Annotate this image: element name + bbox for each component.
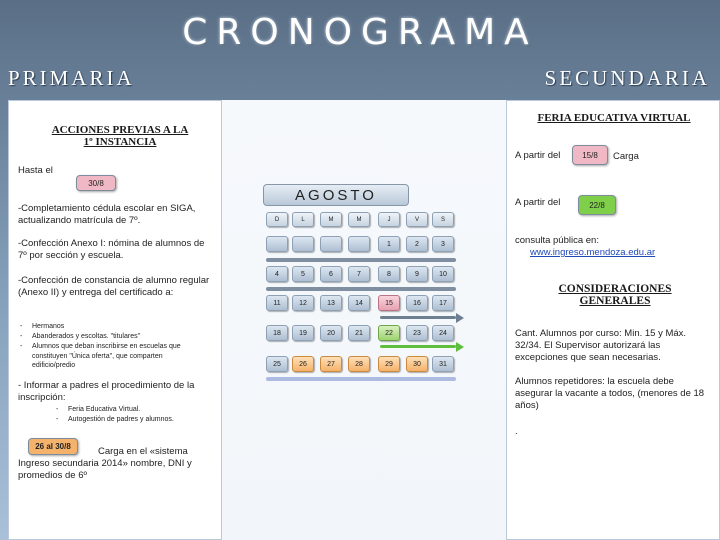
consideraciones-heading-line1: CONSIDERACIONES [558,283,672,295]
bullet-dash: - [20,323,23,330]
date-cell: 10 [432,266,454,282]
arrow-consulta-publica [380,345,456,348]
acciones-heading-line2: 1º INSTANCIA [83,136,157,148]
date-cell: 14 [348,295,370,311]
date-cell: 3 [432,236,454,252]
date-cell: 21 [348,325,370,341]
feria-heading: FERIA EDUCATIVA VIRTUAL [537,112,691,124]
weekday-fri: V [406,212,428,227]
carga-badge: 26 al 30/8 [28,438,78,455]
date-cell-highlight-26: 26 [292,356,314,372]
date-cell: 6 [320,266,342,282]
date-cell: 13 [320,295,342,311]
date-cell-highlight-27: 27 [320,356,342,372]
date-cell: 23 [406,325,428,341]
acciones-heading-line1: ACCIONES PREVIAS A LA [51,124,189,136]
weekday-sat: S [432,212,454,227]
badge-22-8: 22/8 [578,195,616,215]
task-constancia: -Confección de constancia de alumno regular (Anexo II) y entrega del certificado a: [18,275,210,298]
task-anexo-i: -Confección Anexo I: nómina de alumnos de 7º por sección y escuela. [18,238,205,261]
main-title: CRONOGRAMA [182,12,538,53]
secundaria-title: SECUNDARIA [544,66,710,90]
bullet-dash: - [20,333,23,340]
weekday-sun: D [266,212,288,227]
date-cell: 25 [266,356,288,372]
carga-text: Carga en el «sistema Ingreso secundaria 2014» nombre, DNI y promedios de 6º [18,446,192,481]
weekday-wed: M [348,212,370,227]
date-cell: 1 [378,236,400,252]
calendar-month: AGOSTO [263,184,409,206]
date-cell: 2 [406,236,428,252]
weekday-mon: L [292,212,314,227]
period-bar [266,287,456,291]
carga-label: Carga [613,151,639,162]
task-informar: - Informar a padres el procedimiento de la inscripción: [18,380,195,403]
bullet-dash: - [20,343,23,350]
date-cell-empty [266,236,288,252]
consideraciones-heading-line2: GENERALES [579,295,651,307]
cant-alumnos-text: Cant. Alumnos por curso: Min. 15 y Máx. 32/34. El Supervisor autorizará las excepciones que sean necesarias. [515,328,687,363]
primaria-title: PRIMARIA [8,66,135,90]
date-cell: 24 [432,325,454,341]
date-cell: 9 [406,266,428,282]
consideraciones-heading [520,283,710,307]
date-cell-highlight-28: 28 [348,356,370,372]
date-cell: 7 [348,266,370,282]
date-cell: 18 [266,325,288,341]
period-bar [266,258,456,262]
date-cell: 16 [406,295,428,311]
bullet-dash: - [56,416,59,423]
a-partir-label-2: A partir del [515,197,561,208]
bullet-unica-oferta: Alumnos que deban inscribirse en escuelas que constituyen "Única oferta", que comparten edificio/predio [32,343,181,369]
ingreso-link[interactable]: www.ingreso.mendoza.edu.ar [530,247,656,258]
date-cell-empty [348,236,370,252]
task-cedula: -Completamiento cédula escolar en SIGA, actualizando matrícula de 7º. [18,203,196,226]
date-cell: 20 [320,325,342,341]
hasta-badge: 30/8 [76,175,116,191]
arrow-carga-secundaria [380,316,456,319]
date-cell: 12 [292,295,314,311]
a-partir-label-1: A partir del [515,150,561,161]
bullet-dash: - [56,406,59,413]
weekday-tue: M [320,212,342,227]
date-cell-highlight-29: 29 [378,356,400,372]
acciones-heading [30,124,210,148]
bullet-abanderados: Abanderados y escoltas. "titulares" [32,333,141,340]
date-cell-highlight-22: 22 [378,325,400,341]
date-cell-highlight-30: 30 [406,356,428,372]
weekday-thu: J [378,212,400,227]
secundaria-panel [506,100,720,540]
date-cell: 17 [432,295,454,311]
date-cell: 19 [292,325,314,341]
date-cell: 8 [378,266,400,282]
badge-15-8: 15/8 [572,145,608,165]
arrow-head-icon [456,313,464,323]
hasta-el-label: Hasta el [18,165,53,176]
date-cell-highlight-15: 15 [378,295,400,311]
date-cell-empty [320,236,342,252]
bullet-hermanos: Hermanos [32,323,65,330]
sub-bullet-feria: Feria Educativa Virtual. [68,406,141,413]
date-cell: 4 [266,266,288,282]
consulta-label: consulta pública en: [515,235,599,246]
date-cell-empty [292,236,314,252]
date-cell: 5 [292,266,314,282]
sub-bullet-autogestion: Autogestión de padres y alumnos. [68,416,174,423]
period-bar [266,377,456,381]
repetidores-text: Alumnos repetidores: la escuela debe asegurar la vacante a todos, (menores de 18 años) [515,376,705,411]
date-cell: 11 [266,295,288,311]
date-cell: 31 [432,356,454,372]
trailing-dot: . [515,426,518,437]
arrow-head-icon [456,342,464,352]
